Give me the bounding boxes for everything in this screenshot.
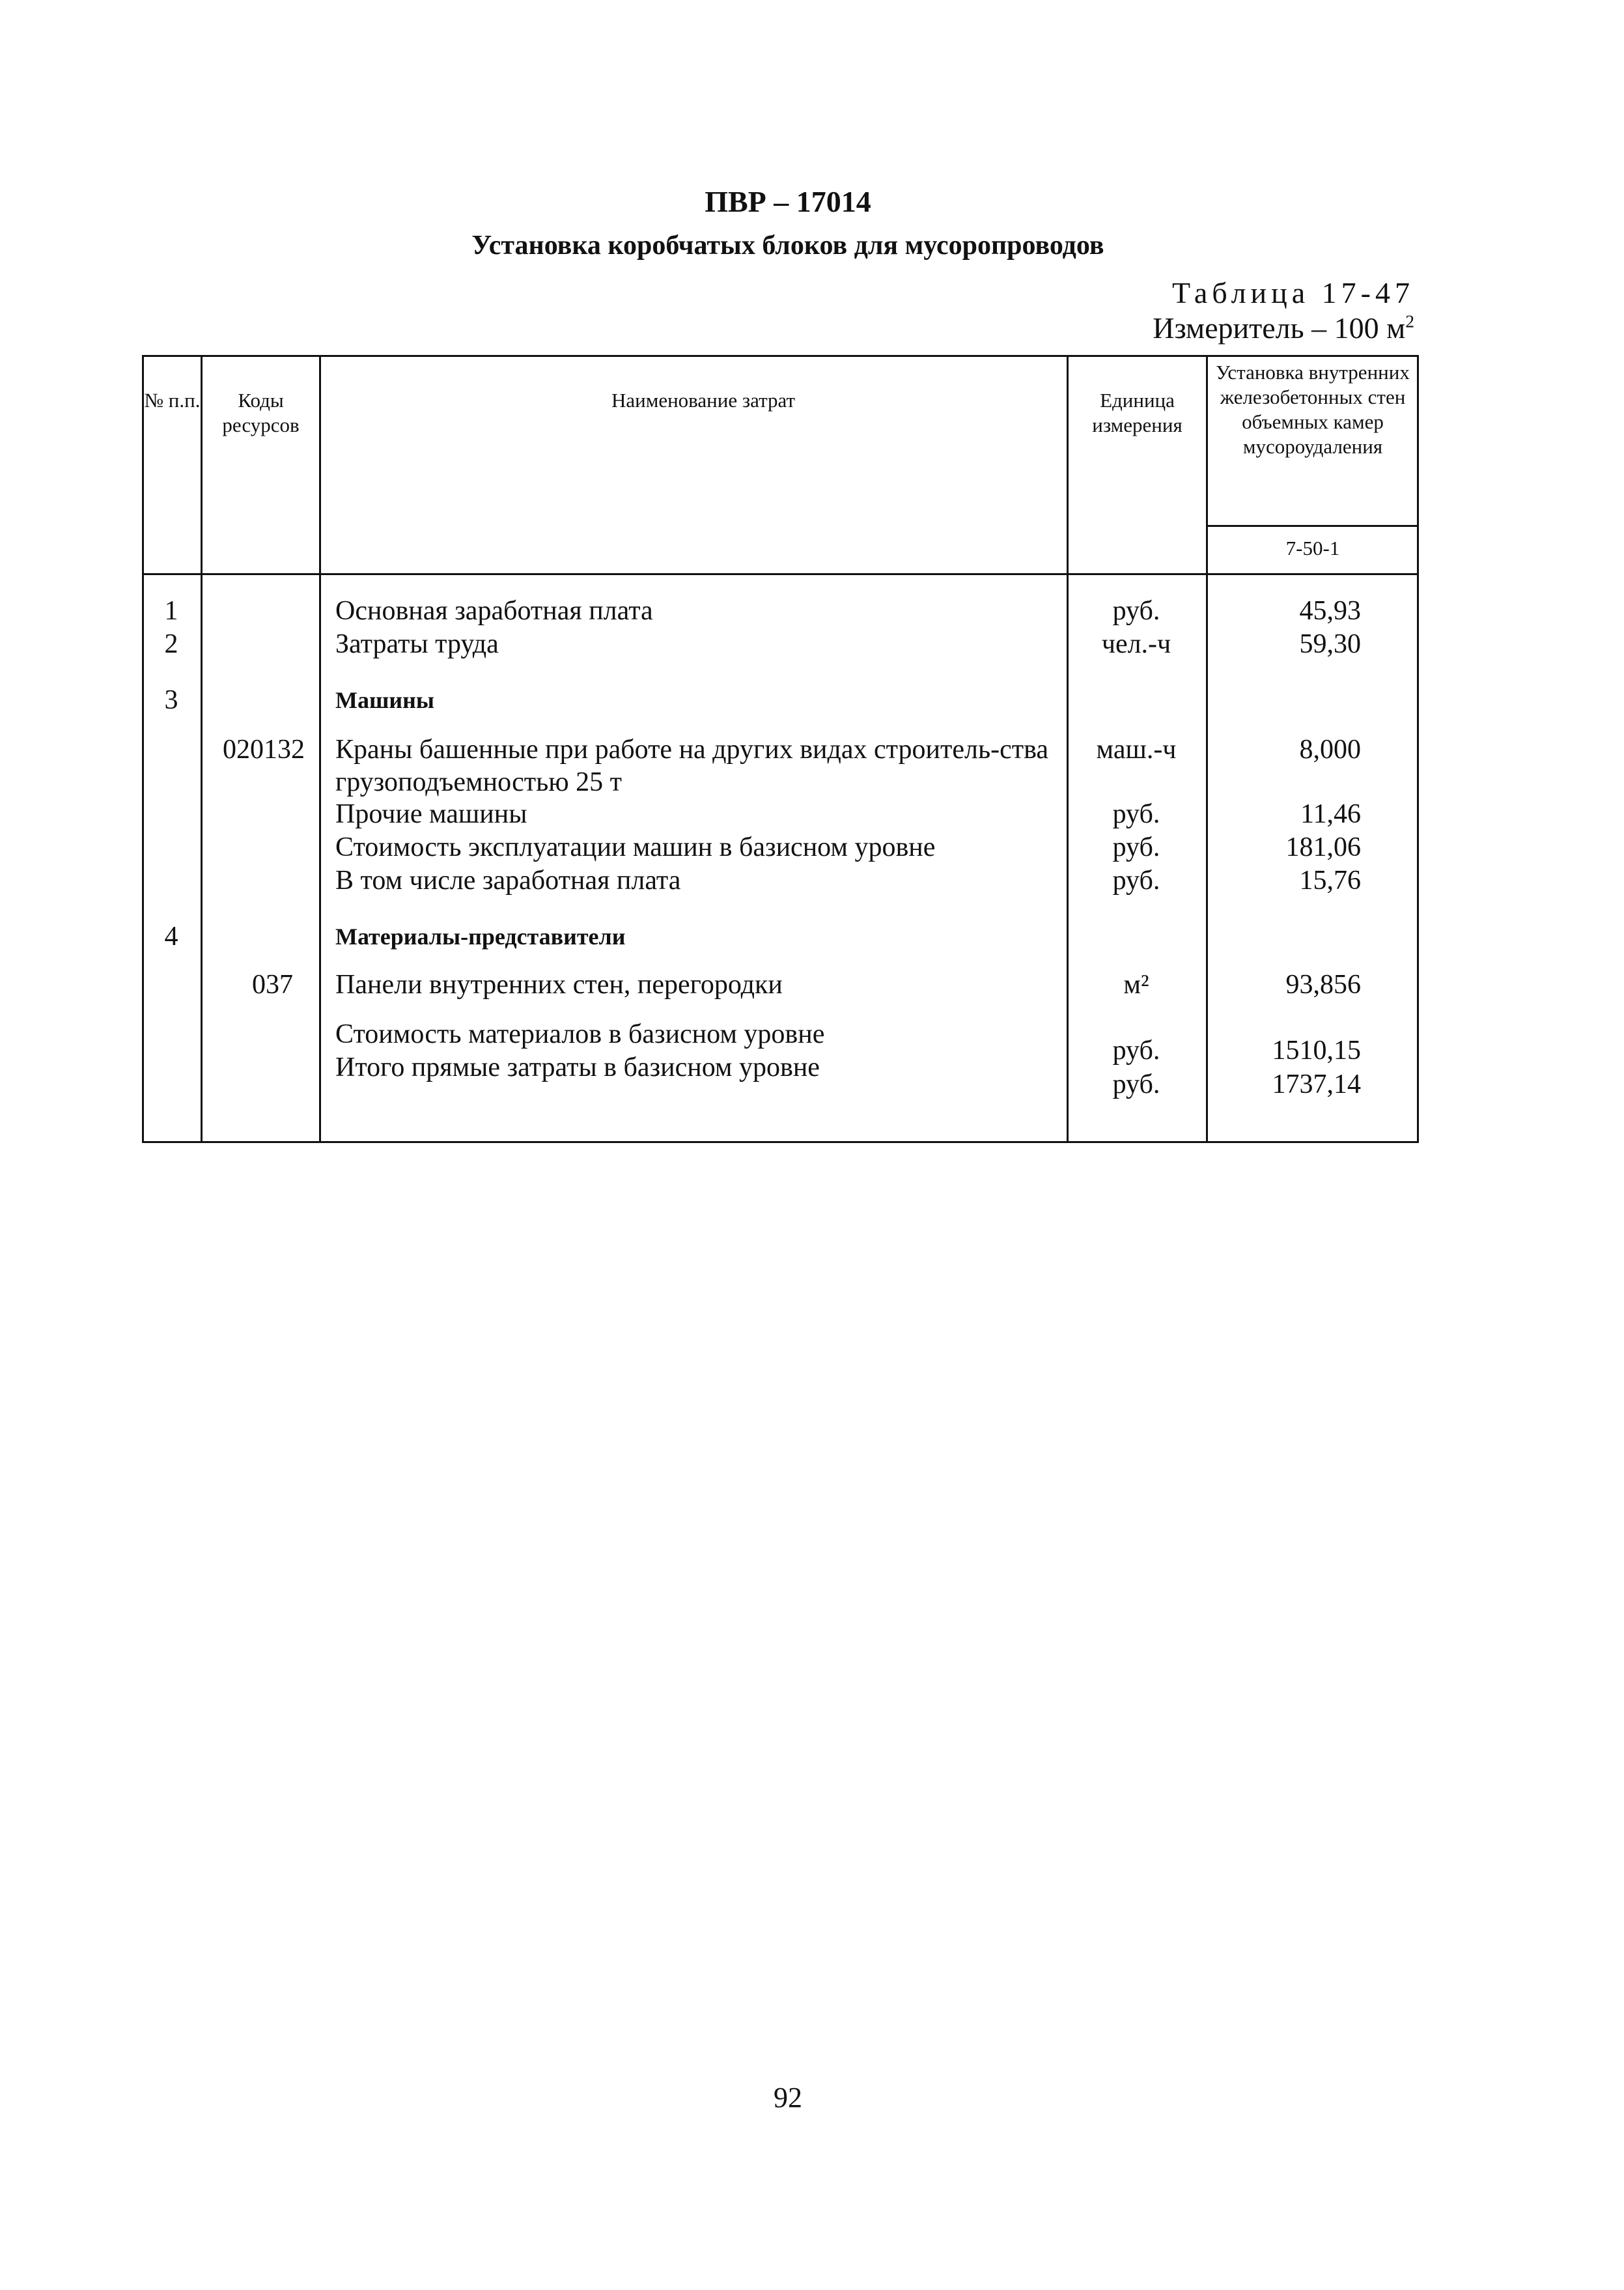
row-num: 2: [164, 629, 178, 659]
row-unit: руб.: [1112, 1069, 1160, 1099]
row-unit: маш.-ч: [1096, 735, 1177, 765]
document-title: Установка коробчатых блоков для мусоропроводов: [471, 231, 1104, 261]
row-name: Итого прямые затраты в базисном уровне: [335, 1053, 820, 1082]
column-divider: [1206, 355, 1208, 1143]
row-value: 15,76: [1299, 866, 1361, 896]
row-name: Панели внутренних стен, перегородки: [335, 970, 783, 1000]
header-norm-code: 7-50-1: [1285, 537, 1340, 559]
row-name: В том числе заработная плата: [335, 866, 681, 896]
row-value: 93,856: [1285, 970, 1361, 1000]
row-num: 3: [164, 685, 178, 715]
row-unit: чел.-ч: [1101, 629, 1171, 659]
table-unit-text: Измеритель – 100 м: [1153, 311, 1406, 345]
section-heading-materials: Материалы-представители: [335, 924, 626, 950]
table-label: Таблица 17-47: [1171, 276, 1414, 309]
header-divider: [1206, 525, 1419, 527]
row-name: Стоимость материалов в базисном уровне: [335, 1019, 825, 1049]
row-value: 8,000: [1299, 735, 1361, 765]
row-unit: руб.: [1112, 832, 1160, 862]
header-unit: Единица измерения: [1092, 389, 1183, 436]
row-name: Стоимость эксплуатации машин в базисном уровне: [335, 832, 936, 862]
row-value: 59,30: [1299, 629, 1361, 659]
row-value: 181,06: [1285, 832, 1361, 862]
row-value: 1510,15: [1272, 1036, 1361, 1066]
row-unit: руб.: [1112, 596, 1160, 626]
row-num: 1: [164, 596, 178, 626]
row-unit: руб.: [1112, 1036, 1160, 1066]
header-value: Установка внутренних железобетонных стен объемных камер мусороудаления: [1216, 361, 1410, 458]
row-value: 11,46: [1300, 799, 1361, 829]
row-unit: руб.: [1112, 799, 1160, 829]
header-codes: Коды ресурсов: [222, 389, 300, 436]
row-value: 1737,14: [1272, 1069, 1361, 1099]
header-name: Наименование затрат: [611, 389, 795, 412]
row-name: Краны башенные при работе на других видах строитель-ства грузоподъемностью 25 т: [335, 735, 1049, 797]
row-name: Прочие машины: [335, 799, 527, 829]
table-unit: [1153, 311, 1414, 346]
row-unit: м²: [1123, 970, 1149, 1000]
row-code: 037: [252, 970, 293, 1000]
document-code: ПВР – 17014: [705, 185, 871, 218]
row-code: 020132: [223, 735, 305, 765]
row-num: 4: [164, 922, 178, 952]
header-num: № п.п.: [144, 389, 201, 412]
row-name: Основная заработная плата: [335, 596, 653, 626]
section-heading-machines: Машины: [335, 687, 434, 713]
page-number: 92: [774, 2082, 802, 2113]
row-value: 45,93: [1299, 596, 1361, 626]
row-name: Затраты труда: [335, 629, 499, 659]
column-divider: [201, 355, 203, 1143]
table-unit-superscript: 2: [1405, 311, 1414, 332]
column-divider: [319, 355, 321, 1143]
header-bottom-rule: [142, 573, 1419, 575]
row-unit: руб.: [1112, 866, 1160, 896]
